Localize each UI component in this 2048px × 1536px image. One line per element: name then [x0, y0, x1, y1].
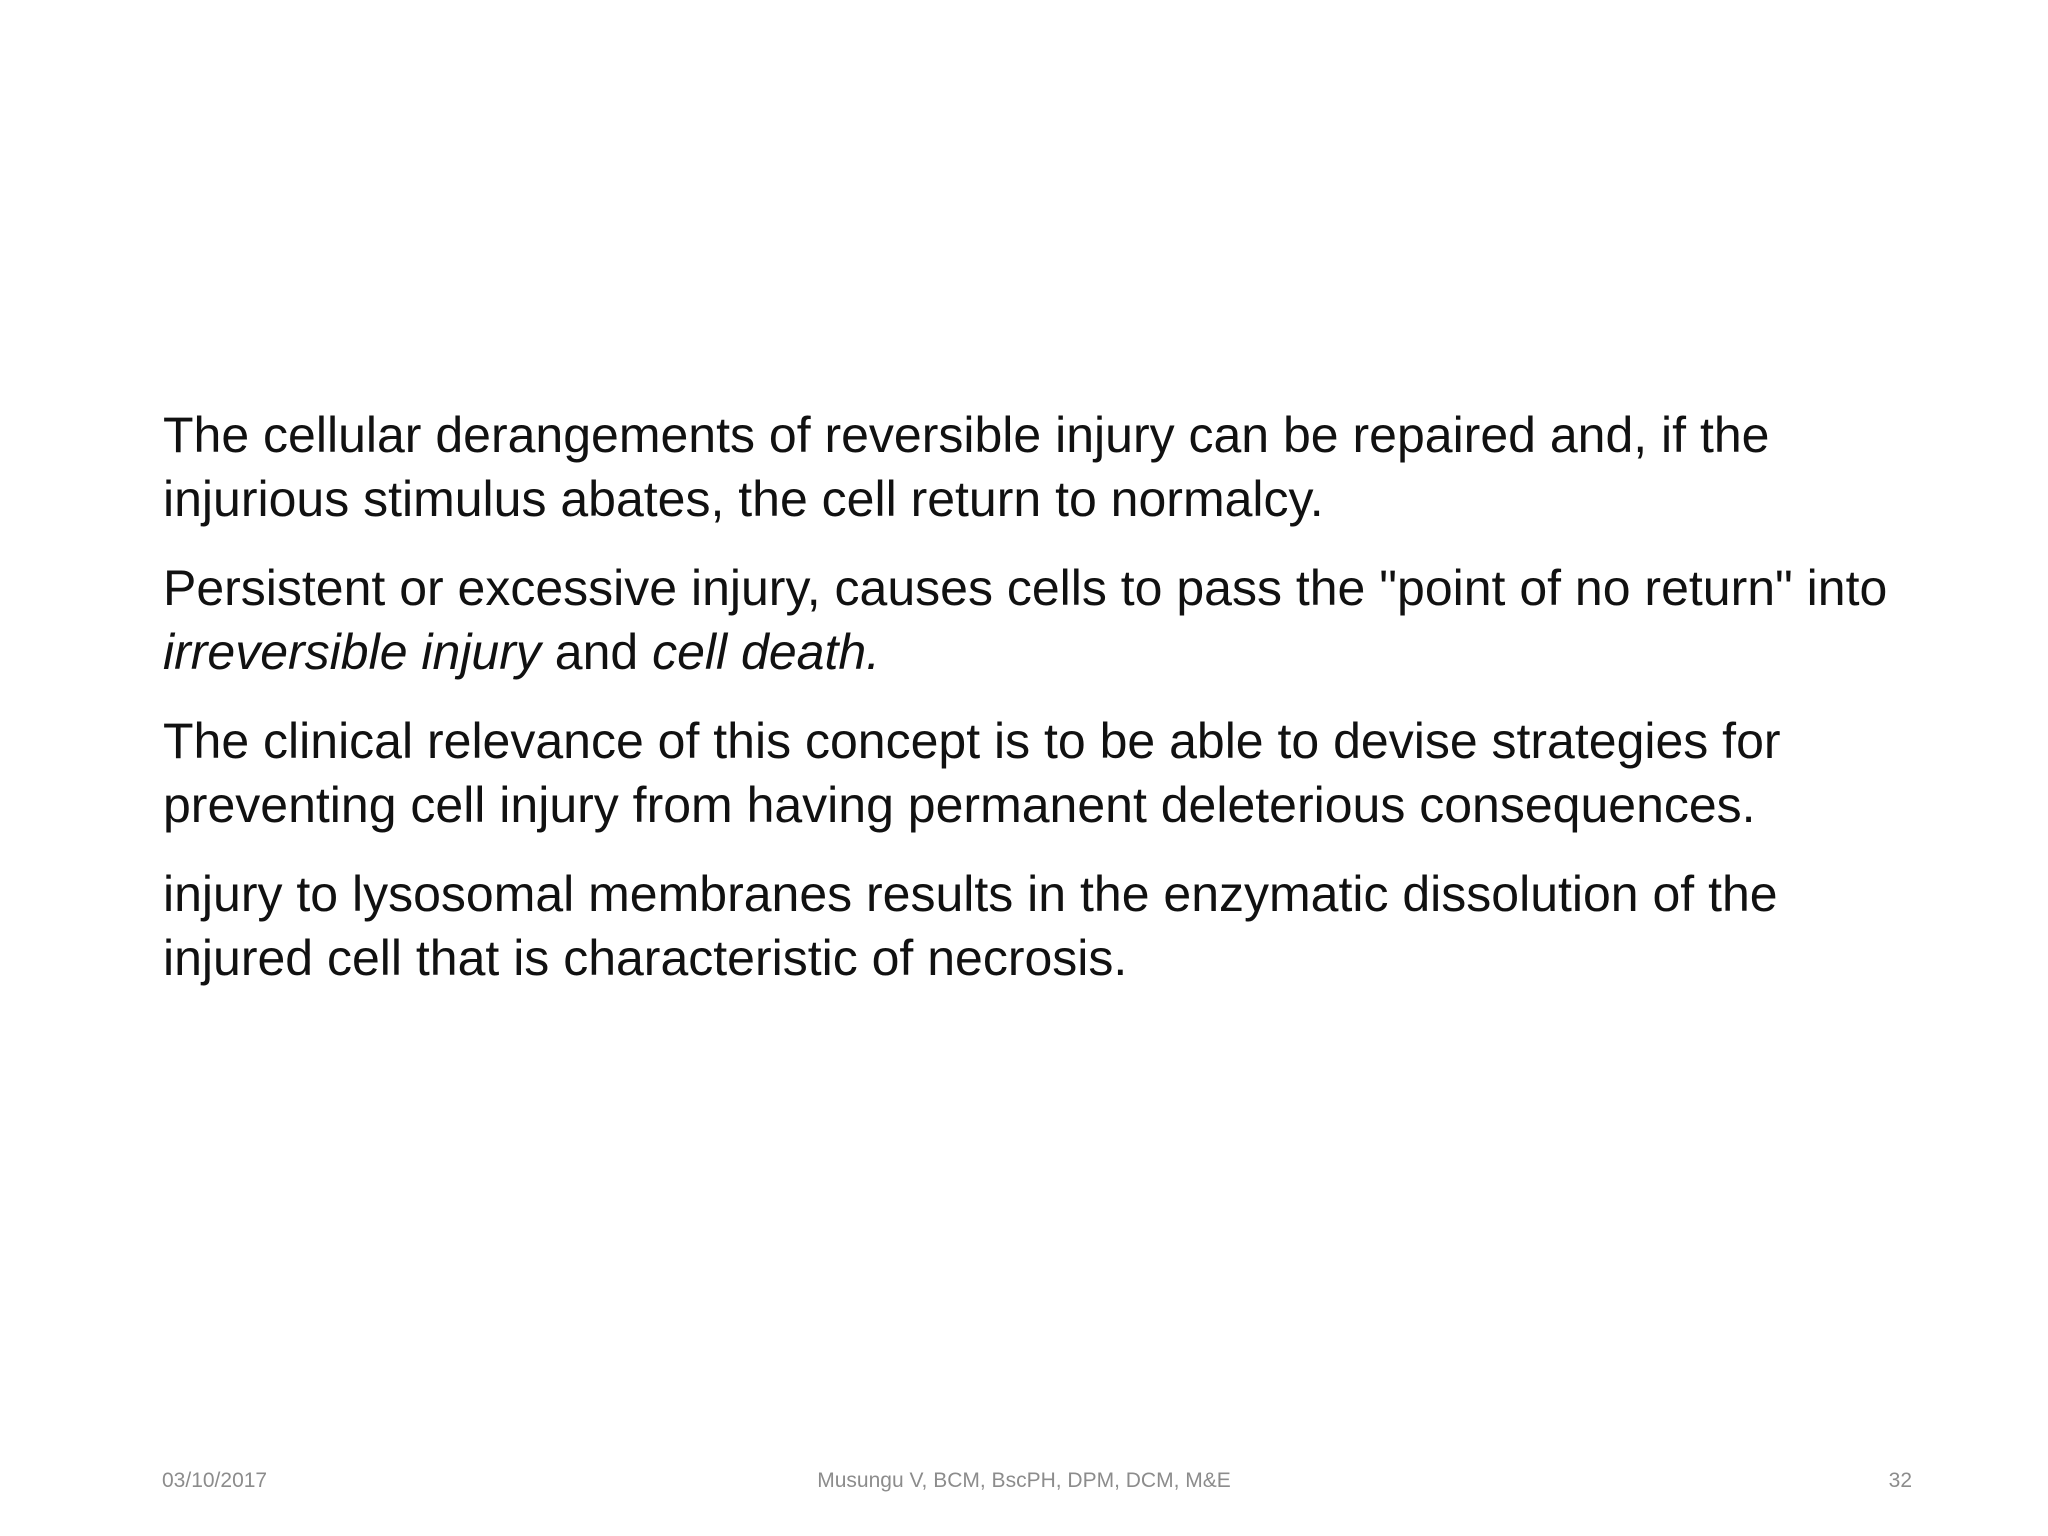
paragraph-text: Persistent or excessive injury, causes cells to pass the "point of no return" into	[163, 560, 1888, 616]
slide-number: 32	[1888, 1469, 1912, 1492]
paragraph-reversible-injury	[163, 403, 1923, 531]
emphasis-irreversible-injury: irreversible injury	[163, 624, 541, 680]
footer-date: 03/10/2017	[162, 1469, 268, 1492]
emphasis-cell-death: cell death.	[652, 624, 881, 680]
paragraph-persistent-injury	[163, 556, 1923, 684]
paragraph-lysosomal-injury	[163, 862, 1923, 990]
footer-author: Musungu V, BCM, BscPH, DPM, DCM, M&E	[817, 1469, 1231, 1492]
paragraph-text: and	[540, 624, 653, 680]
paragraph-text: injury to lysosomal membranes results in the enzymatic dissolution of the injured cell that is characteristic of necrosis.	[163, 866, 1778, 986]
paragraph-clinical-relevance	[163, 709, 1923, 837]
paragraph-text: The cellular derangements of reversible injury can be repaired and, if the injurious stimulus abates, the cell return to normalcy.	[163, 407, 1770, 527]
paragraph-text: The clinical relevance of this concept is to be able to devise strategies for preventing cell injury from having permanent deleterious consequences.	[163, 713, 1781, 833]
slide-body	[163, 403, 1923, 1015]
